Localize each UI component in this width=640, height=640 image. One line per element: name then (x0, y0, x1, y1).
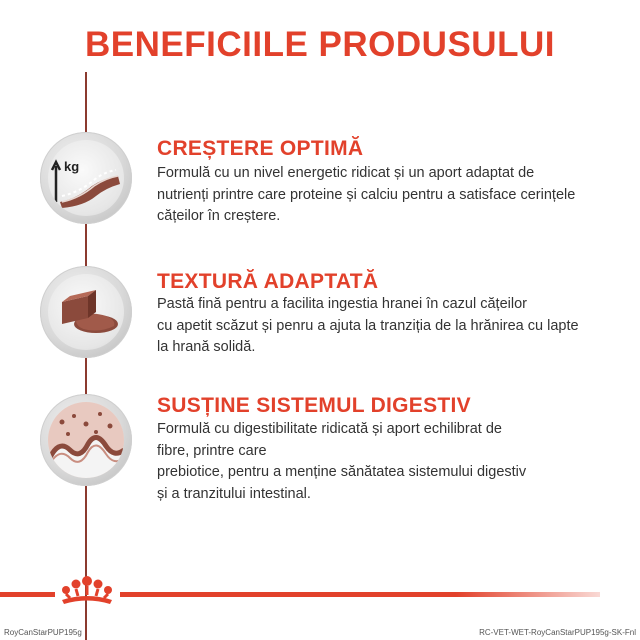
digestive-system-icon (40, 394, 132, 486)
section-body-digestive (157, 419, 617, 505)
section-heading-growth: CREȘTERE OPTIMĂ (157, 137, 364, 160)
food-texture-icon (40, 266, 132, 358)
body-line: prebiotice, pentru a menține sănătatea sistemului digestiv (157, 464, 527, 480)
royal-canin-crown-icon (56, 574, 118, 606)
kg-label: kg (64, 159, 80, 174)
footer-bar-right (120, 592, 600, 597)
body-line: Formulă cu un nivel energetic ridicat și un aport adaptat de (157, 165, 535, 181)
footer-code-right: RC-VET-WET-RoyCanStarPUP195g-SK-Fnl (479, 628, 636, 637)
section-heading-texture: TEXTURĂ ADAPTATĂ (157, 270, 379, 293)
body-line: Pastă fină pentru a facilita ingestia hranei în cazul cățeilor (157, 296, 527, 312)
body-line: și a tranzitului intestinal. (157, 485, 311, 502)
footer-bar-left (0, 592, 55, 597)
body-line: fibre, printre care (157, 442, 267, 459)
body-line: cu apetit scăzut și penru a ajuta la tranziția de la hrănirea cu lapte (157, 317, 579, 334)
body-line: Formulă cu digestibilitate ridicată și aport echilibrat de (157, 421, 502, 437)
body-line: cățeilor în creștere. (157, 208, 281, 224)
section-body-growth (157, 163, 617, 228)
body-line: la hrană solidă. (157, 339, 256, 355)
section-body-texture (157, 294, 617, 359)
footer-code-left: RoyCanStarPUP195g (4, 628, 82, 637)
page-title: BENEFICIILE PRODUSULUI (85, 25, 555, 64)
body-line: nutrienți printre care proteine și calciu pentru a satisface cerințele (157, 186, 576, 203)
section-heading-digestive: SUSȚINE SISTEMUL DIGESTIV (157, 394, 471, 417)
weight-growth-icon (40, 132, 132, 224)
